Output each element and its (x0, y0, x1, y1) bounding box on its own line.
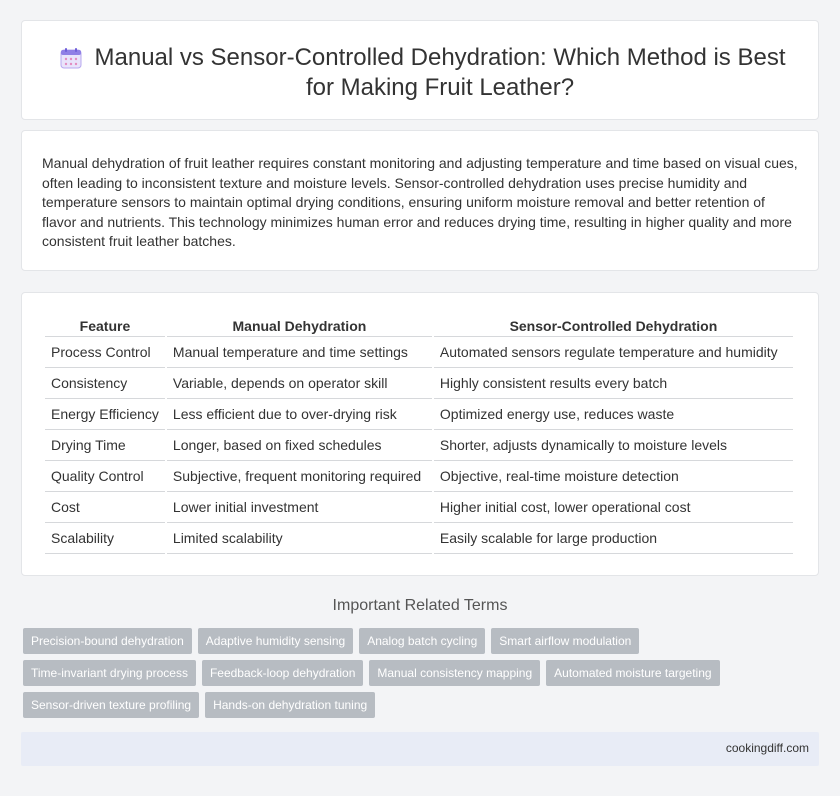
table-row (45, 492, 793, 523)
table-cell: Scalability (45, 523, 165, 554)
table-row (45, 523, 793, 554)
table-cell: Quality Control (45, 461, 165, 492)
table-header-row (45, 313, 793, 337)
related-term-tag[interactable]: Time-invariant drying process (23, 660, 196, 686)
table-cell: Variable, depends on operator skill (167, 368, 432, 399)
table-cell: Limited scalability (167, 523, 432, 554)
related-term-tag[interactable]: Smart airflow modulation (491, 628, 639, 654)
table-cell: Energy Efficiency (45, 399, 165, 430)
related-term-tag[interactable]: Sensor-driven texture profiling (23, 692, 199, 718)
table-cell: Objective, real-time moisture detection (434, 461, 793, 492)
table-cell: Longer, based on fixed schedules (167, 430, 432, 461)
intro-paragraph: Manual dehydration of fruit leather requires constant monitoring and adjusting temperature and time based on visual cues, often leading to inconsistent texture and moisture levels. Sensor-controlled dehydration uses precise humidity and temperature sensors to maintain optimal drying conditions, ensuring uniform moisture removal and better retention of flavor and nutrients. This technology minimizes human error and reduces drying time, resulting in higher quality and more consistent fruit leather batches. (42, 155, 798, 249)
related-term-tag[interactable]: Hands-on dehydration tuning (205, 692, 375, 718)
related-term-tag[interactable]: Adaptive humidity sensing (198, 628, 353, 654)
column-header-feature: Feature (45, 313, 165, 337)
related-terms-list (23, 628, 783, 718)
intro-card (21, 130, 819, 271)
comparison-table (43, 313, 795, 554)
footer-site-link[interactable]: cookingdiff.com (725, 741, 809, 755)
page-title: Manual vs Sensor-Controlled Dehydration: Which Method is Best for Making Fruit Leather? (94, 44, 786, 101)
comparison-table-card (21, 292, 819, 576)
related-term-tag[interactable]: Feedback-loop dehydration (202, 660, 363, 686)
table-cell: Optimized energy use, reduces waste (434, 399, 793, 430)
table-row (45, 461, 793, 492)
table-cell: Automated sensors regulate temperature and humidity (434, 337, 793, 368)
table-row (45, 368, 793, 399)
table-cell: Process Control (45, 337, 165, 368)
table-cell: Shorter, adjusts dynamically to moisture levels (434, 430, 793, 461)
table-cell: Less efficient due to over-drying risk (167, 399, 432, 430)
related-terms-heading: Important Related Terms (332, 597, 508, 614)
related-term-tag[interactable]: Analog batch cycling (359, 628, 485, 654)
table-row (45, 430, 793, 461)
related-term-tag[interactable]: Precision-bound dehydration (23, 628, 192, 654)
column-header-sensor: Sensor-Controlled Dehydration (434, 313, 793, 337)
related-term-tag[interactable]: Automated moisture targeting (546, 660, 719, 686)
table-cell: Drying Time (45, 430, 165, 461)
related-term-tag[interactable]: Manual consistency mapping (369, 660, 540, 686)
table-cell: Easily scalable for large production (434, 523, 793, 554)
table-cell: Higher initial cost, lower operational cost (434, 492, 793, 523)
table-cell: Highly consistent results every batch (434, 368, 793, 399)
table-cell: Consistency (45, 368, 165, 399)
table-cell: Subjective, frequent monitoring required (167, 461, 432, 492)
table-cell: Cost (45, 492, 165, 523)
title-card (21, 20, 819, 120)
table-row (45, 399, 793, 430)
table-cell: Manual temperature and time settings (167, 337, 432, 368)
column-header-manual: Manual Dehydration (167, 313, 432, 337)
table-cell: Lower initial investment (167, 492, 432, 523)
footer (21, 732, 819, 766)
table-row (45, 337, 793, 368)
